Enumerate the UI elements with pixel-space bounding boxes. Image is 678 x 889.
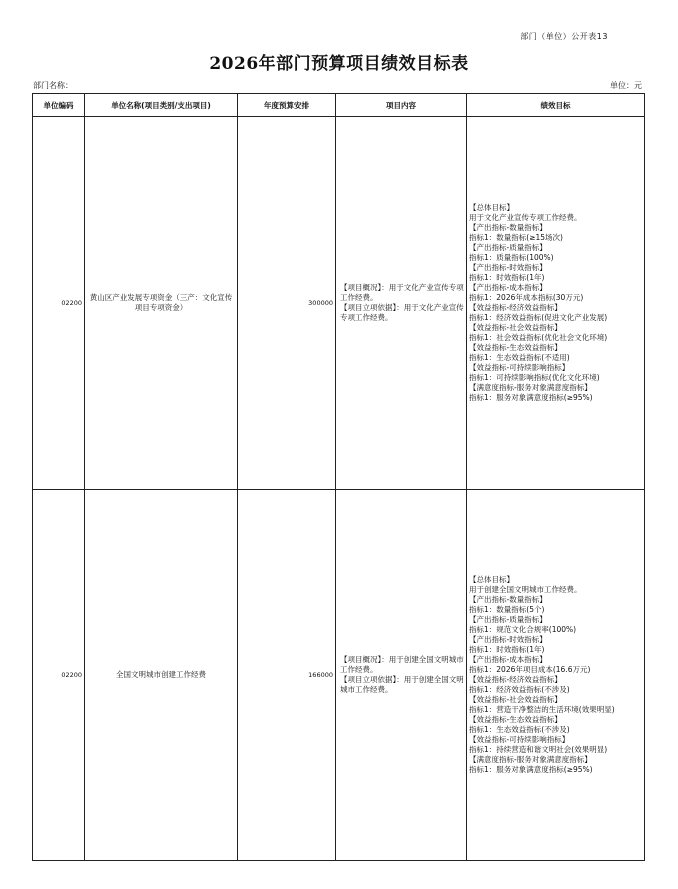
goal-line: 指标1：可持续影响指标(优化文化环境)	[469, 373, 600, 382]
goal-line: 【产出指标-数量指标】	[469, 595, 547, 604]
row-name: 全国文明城市创建工作经费	[85, 490, 238, 861]
header-content: 项目内容	[336, 94, 467, 117]
goal-line: 【效益指标-生态效益指标】	[469, 343, 562, 352]
goal-line: 指标1：2026年项目成本(16.6万元)	[469, 665, 591, 674]
goal-line: 【产出指标-时效指标】	[469, 635, 547, 644]
goal-line: 指标1：2026年成本指标(30万元)	[469, 293, 584, 302]
goal-line: 用于创建全国文明城市工作经费。	[469, 585, 582, 594]
goal-line: 指标1：时效指标(1年)	[469, 273, 545, 282]
goal-line: 【产出指标-数量指标】	[469, 223, 547, 232]
header-budget: 年度预算安排	[238, 94, 336, 117]
goal-line: 【效益指标-可持续影响指标】	[469, 363, 570, 372]
performance-goals-table	[32, 93, 645, 861]
goal-line: 【产出指标-成本指标】	[469, 283, 547, 292]
row-budget: 300000	[238, 117, 336, 490]
goal-line: 指标1：经济效益指标(促进文化产业发展)	[469, 313, 608, 322]
goal-line: 指标1：经济效益指标(不涉及)	[469, 685, 570, 694]
table-row	[33, 490, 645, 861]
unit-label: 单位：元	[610, 81, 642, 90]
department-label: 部门名称：	[33, 81, 73, 90]
goal-line: 指标1：生态效益指标(不涉及)	[469, 725, 570, 734]
goal-line: 【效益指标-生态效益指标】	[469, 715, 562, 724]
content-line: 【项目立项依据】：用于文化产业宣传专项工作经费。	[340, 303, 464, 322]
content-line: 【项目立项依据】：用于创建全国文明城市工作经费。	[340, 675, 464, 694]
goal-line: 【效益指标-经济效益指标】	[469, 303, 562, 312]
row-code: 02200	[33, 117, 85, 490]
goal-line: 指标1：服务对象满意度指标(≥95%)	[469, 765, 593, 774]
goal-line: 指标1：数量指标(5个)	[469, 605, 545, 614]
row-goals	[467, 117, 645, 490]
goal-line: 【总体目标】	[469, 203, 514, 212]
goal-line: 【效益指标-社会效益指标】	[469, 695, 562, 704]
row-budget: 166000	[238, 490, 336, 861]
goal-line: 指标1：质量指标(100%)	[469, 253, 554, 262]
goal-line: 指标1：持续营造和谐文明社会(效果明显)	[469, 745, 608, 754]
form-number: 部门（单位）公开表13	[520, 32, 608, 41]
goal-line: 用于文化产业宣传专项工作经费。	[469, 213, 582, 222]
row-name: 黄山区产业发展专项资金（三产：文化宣传项目专项资金）	[85, 117, 238, 490]
goal-line: 【产出指标-质量指标】	[469, 243, 547, 252]
goal-line: 指标1：时效指标(1年)	[469, 645, 545, 654]
goal-line: 指标1：生态效益指标(不适用)	[469, 353, 570, 362]
table-row	[33, 117, 645, 490]
row-code: 02200	[33, 490, 85, 861]
goal-line: 【满意度指标-服务对象满意度指标】	[469, 755, 592, 764]
goal-line: 【产出指标-成本指标】	[469, 655, 547, 664]
row-content	[336, 117, 467, 490]
goal-line: 【产出指标-时效指标】	[469, 263, 547, 272]
header-name: 单位名称(项目类别/支出项目)	[85, 94, 238, 117]
goal-line: 【总体目标】	[469, 575, 514, 584]
goal-line: 【效益指标-经济效益指标】	[469, 675, 562, 684]
table-header-row	[33, 94, 645, 117]
content-line: 【项目概况】：用于创建全国文明城市工作经费。	[340, 655, 464, 674]
goal-line: 【产出指标-质量指标】	[469, 615, 547, 624]
goal-line: 【效益指标-社会效益指标】	[469, 323, 562, 332]
goal-line: 【效益指标-可持续影响指标】	[469, 735, 570, 744]
goal-line: 指标1：数量指标(≥15场次)	[469, 233, 563, 242]
page-title: 2026年部门预算项目绩效目标表	[209, 54, 469, 74]
goal-line: 指标1：社会效益指标(优化社会文化环境)	[469, 333, 608, 342]
goal-line: 【满意度指标-服务对象满意度指标】	[469, 383, 592, 392]
row-content	[336, 490, 467, 861]
content-line: 【项目概况】：用于文化产业宣传专项工作经费。	[340, 283, 464, 302]
row-goals	[467, 490, 645, 861]
header-code: 单位编码	[33, 94, 85, 117]
goal-line: 指标1：规范文化合规率(100%)	[469, 625, 577, 634]
header-goals: 绩效目标	[467, 94, 645, 117]
goal-line: 指标1：营造干净整洁的生活环境(效果明显)	[469, 705, 615, 714]
goal-line: 指标1：服务对象满意度指标(≥95%)	[469, 393, 593, 402]
